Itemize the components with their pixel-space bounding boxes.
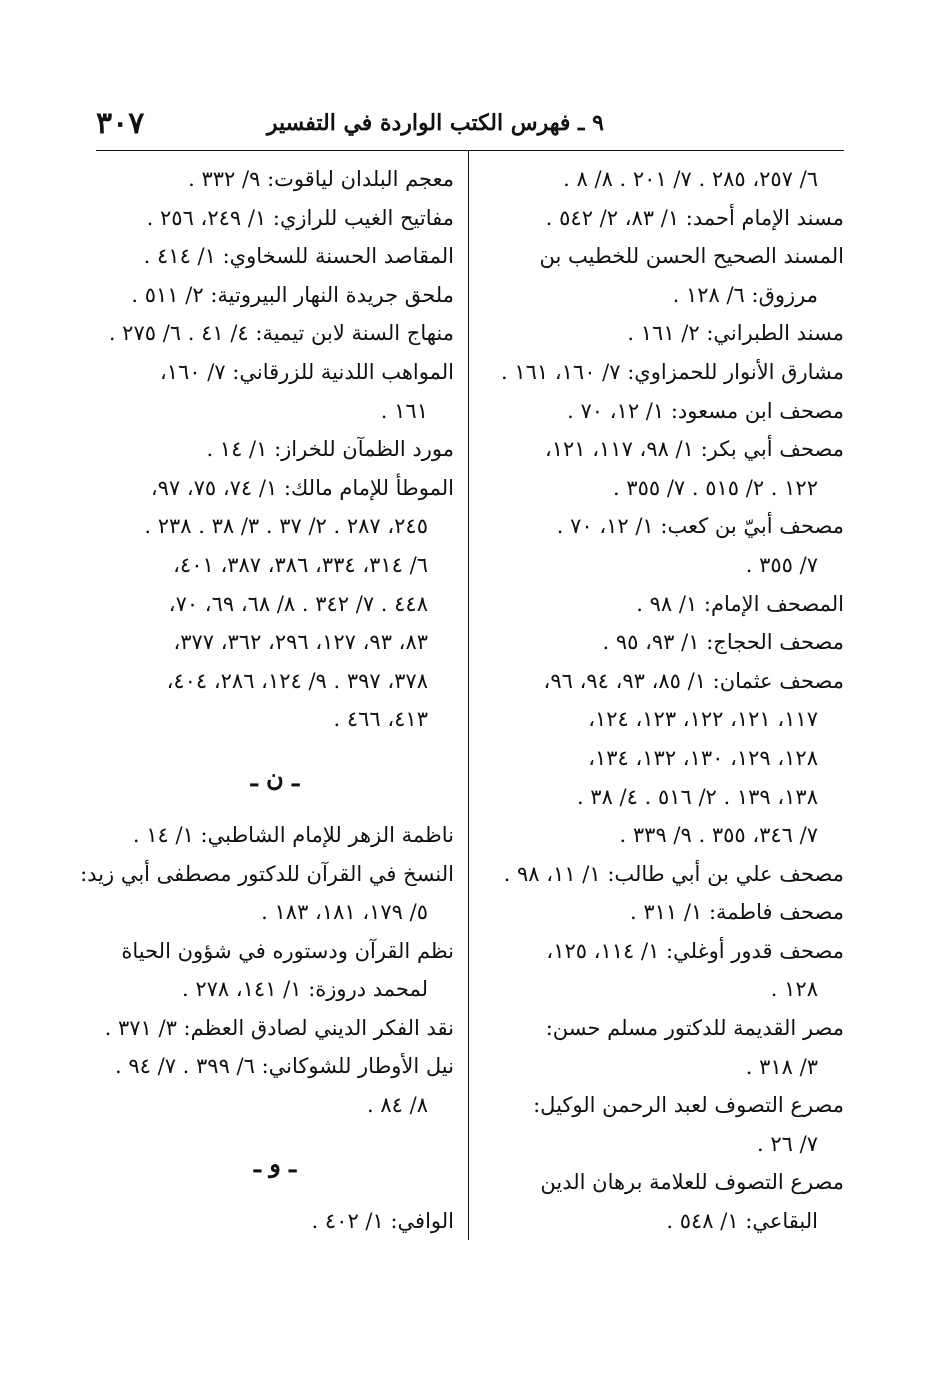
index-entry-continuation: ٣٧٨، ٣٩٧ . ٩/ ١٢٤، ٢٨٦، ٤٠٤، — [166, 668, 428, 693]
index-entry: ناظمة الزهر للإمام الشاطبي: ١/ ١٤ . — [132, 822, 454, 847]
index-entry-continuation: ١١٧، ١٢١، ١٢٢، ١٢٣، ١٢٤، — [588, 707, 818, 732]
index-entry: مسند الإمام أحمد: ١/ ٨٣، ٢/ ٥٤٢ . — [545, 205, 844, 230]
index-entry-continuation: ٨/ ٨٤ . — [367, 1093, 428, 1118]
index-entry: منهاج السنة لابن تيمية: ٤/ ٤١ . ٦/ ٢٧٥ . — [108, 321, 454, 346]
index-entry: مصحف علي بن أبي طالب: ١/ ١١، ٩٨ . — [503, 861, 844, 886]
index-entry: مصحف أبي بكر: ١/ ٩٨، ١١٧، ١٢١، — [544, 437, 844, 462]
left-column — [80, 160, 454, 1240]
index-entry: مصحف أبيّ بن كعب: ١/ ١٢، ٧٠ . — [556, 514, 844, 539]
index-entry-continuation: ٢٤٥، ٢٨٧ . ٢/ ٣٧ . ٣/ ٣٨ . ٢٣٨ . — [144, 514, 428, 539]
index-entry-continuation: ٧/ ٢٦ . — [757, 1131, 818, 1156]
index-entry: مورد الظمآن للخراز: ١/ ١٤ . — [206, 437, 454, 462]
index-entry-continuation: ١٢٢ . ٢/ ٥١٥ . ٧/ ٣٥٥ . — [612, 475, 818, 500]
right-column — [484, 160, 844, 1241]
index-entry: مصر القديمة للدكتور مسلم حسن: — [545, 1016, 844, 1041]
index-entry: نيل الأوطار للشوكاني: ٦/ ٣٩٩ . ٧/ ٩٤ . — [115, 1054, 454, 1079]
index-entry-continuation: ٣/ ٣١٨ . — [745, 1054, 818, 1079]
index-entry: مصحف الحجاج: ١/ ٩٣، ٩٥ . — [602, 630, 844, 655]
index-entry: نقد الفكر الديني لصادق العظم: ٣/ ٣٧١ . — [104, 1015, 454, 1040]
index-entry: المواهب اللدنية للزرقاني: ٧/ ١٦٠، — [159, 359, 454, 384]
page-header — [96, 106, 844, 150]
index-entry-continuation: ٦/ ٣١٤، ٣٣٤، ٣٨٦، ٣٨٧، ٤٠١، — [173, 552, 428, 577]
index-entry: مشارق الأنوار للحمزاوي: ٧/ ١٦٠، ١٦١ . — [501, 359, 844, 384]
index-entry: المقاصد الحسنة للسخاوي: ١/ ٤١٤ . — [143, 244, 454, 269]
index-entry-continuation: ٧/ ٣٥٥ . — [745, 552, 818, 577]
section-letter-heading: ـ ن ـ — [250, 762, 300, 792]
index-entry: مصرع التصوف للعلامة برهان الدين — [540, 1170, 844, 1195]
index-entry: مصحف قدور أوغلي: ١/ ١١٤، ١٢٥، — [546, 938, 844, 963]
index-entry-continuation: ٥/ ١٧٩، ١٨١، ١٨٣ . — [261, 900, 428, 925]
header-rule — [96, 150, 844, 151]
index-entry-continuation: ١٦١ . — [380, 398, 428, 423]
index-entry: النسخ في القرآن للدكتور مصطفى أبي زيد: — [80, 861, 454, 886]
index-entry-continuation: ٨٣، ٩٣، ١٢٧، ٢٩٦، ٣٦٢، ٣٧٧، — [173, 630, 428, 655]
index-entry-continuation: ١٣٨، ١٣٩ . ٢/ ٥١٦ . ٤/ ٣٨ . — [576, 784, 818, 809]
running-title: ٩ ـ فهرس الكتب الواردة في التفسير — [266, 110, 604, 136]
index-entry-continuation: ٧/ ٣٤٦، ٣٥٥ . ٩/ ٣٣٩ . — [619, 823, 818, 848]
index-entry: المصحف الإمام: ١/ ٩٨ . — [636, 591, 844, 616]
index-entry-continuation: ١٢٨ . — [770, 977, 818, 1002]
index-entry-continuation: لمحمد دروزة: ١/ ١٤١، ٢٧٨ . — [181, 977, 428, 1002]
column-divider — [468, 150, 469, 1240]
index-entry: مصحف ابن مسعود: ١/ ١٢، ٧٠ . — [567, 398, 844, 423]
index-entry: نظم القرآن ودستوره في شؤون الحياة — [121, 938, 454, 963]
index-entry-continuation: ٤١٣، ٤٦٦ . — [333, 707, 428, 732]
index-entry: مسند الطبراني: ٢/ ١٦١ . — [627, 321, 844, 346]
index-entry-continuation: البقاعي: ١/ ٥٤٨ . — [666, 1209, 818, 1234]
index-entry-continuation: مرزوق: ٦/ ١٢٨ . — [672, 282, 818, 307]
index-entry: مصرع التصوف لعبد الرحمن الوكيل: — [533, 1093, 844, 1118]
index-entry-continuation: ١٢٨، ١٢٩، ١٣٠، ١٣٢، ١٣٤، — [588, 745, 818, 770]
index-entry: معجم البلدان لياقوت: ٩/ ٣٣٢ . — [188, 167, 454, 191]
index-entry: الوافي: ١/ ٤٠٢ . — [311, 1208, 454, 1233]
index-entry: المسند الصحيح الحسن للخطيب بن — [539, 244, 844, 269]
index-entry: مصحف فاطمة: ١/ ٣١١ . — [630, 900, 844, 925]
index-entry: الموطأ للإمام مالك: ١/ ٧٤، ٧٥، ٩٧، — [150, 475, 454, 500]
page-number: ٣٠٧ — [96, 106, 145, 141]
section-letter-heading: ـ و ـ — [253, 1148, 297, 1178]
index-entry: ملحق جريدة النهار البيروتية: ٢/ ٥١١ . — [131, 282, 454, 307]
index-entry: مفاتيح الغيب للرازي: ١/ ٢٤٩، ٢٥٦ . — [146, 205, 454, 230]
index-entry-continuation: ٦/ ٢٥٧، ٢٨٥ . ٧/ ٢٠١ . ٨/ ٨ . — [563, 167, 818, 191]
index-entry-continuation: ٤٤٨ . ٧/ ٣٤٢ . ٨/ ٦٨، ٦٩، ٧٠، — [168, 591, 428, 616]
index-entry: مصحف عثمان: ١/ ٨٥، ٩٣، ٩٤، ٩٦، — [543, 668, 844, 693]
